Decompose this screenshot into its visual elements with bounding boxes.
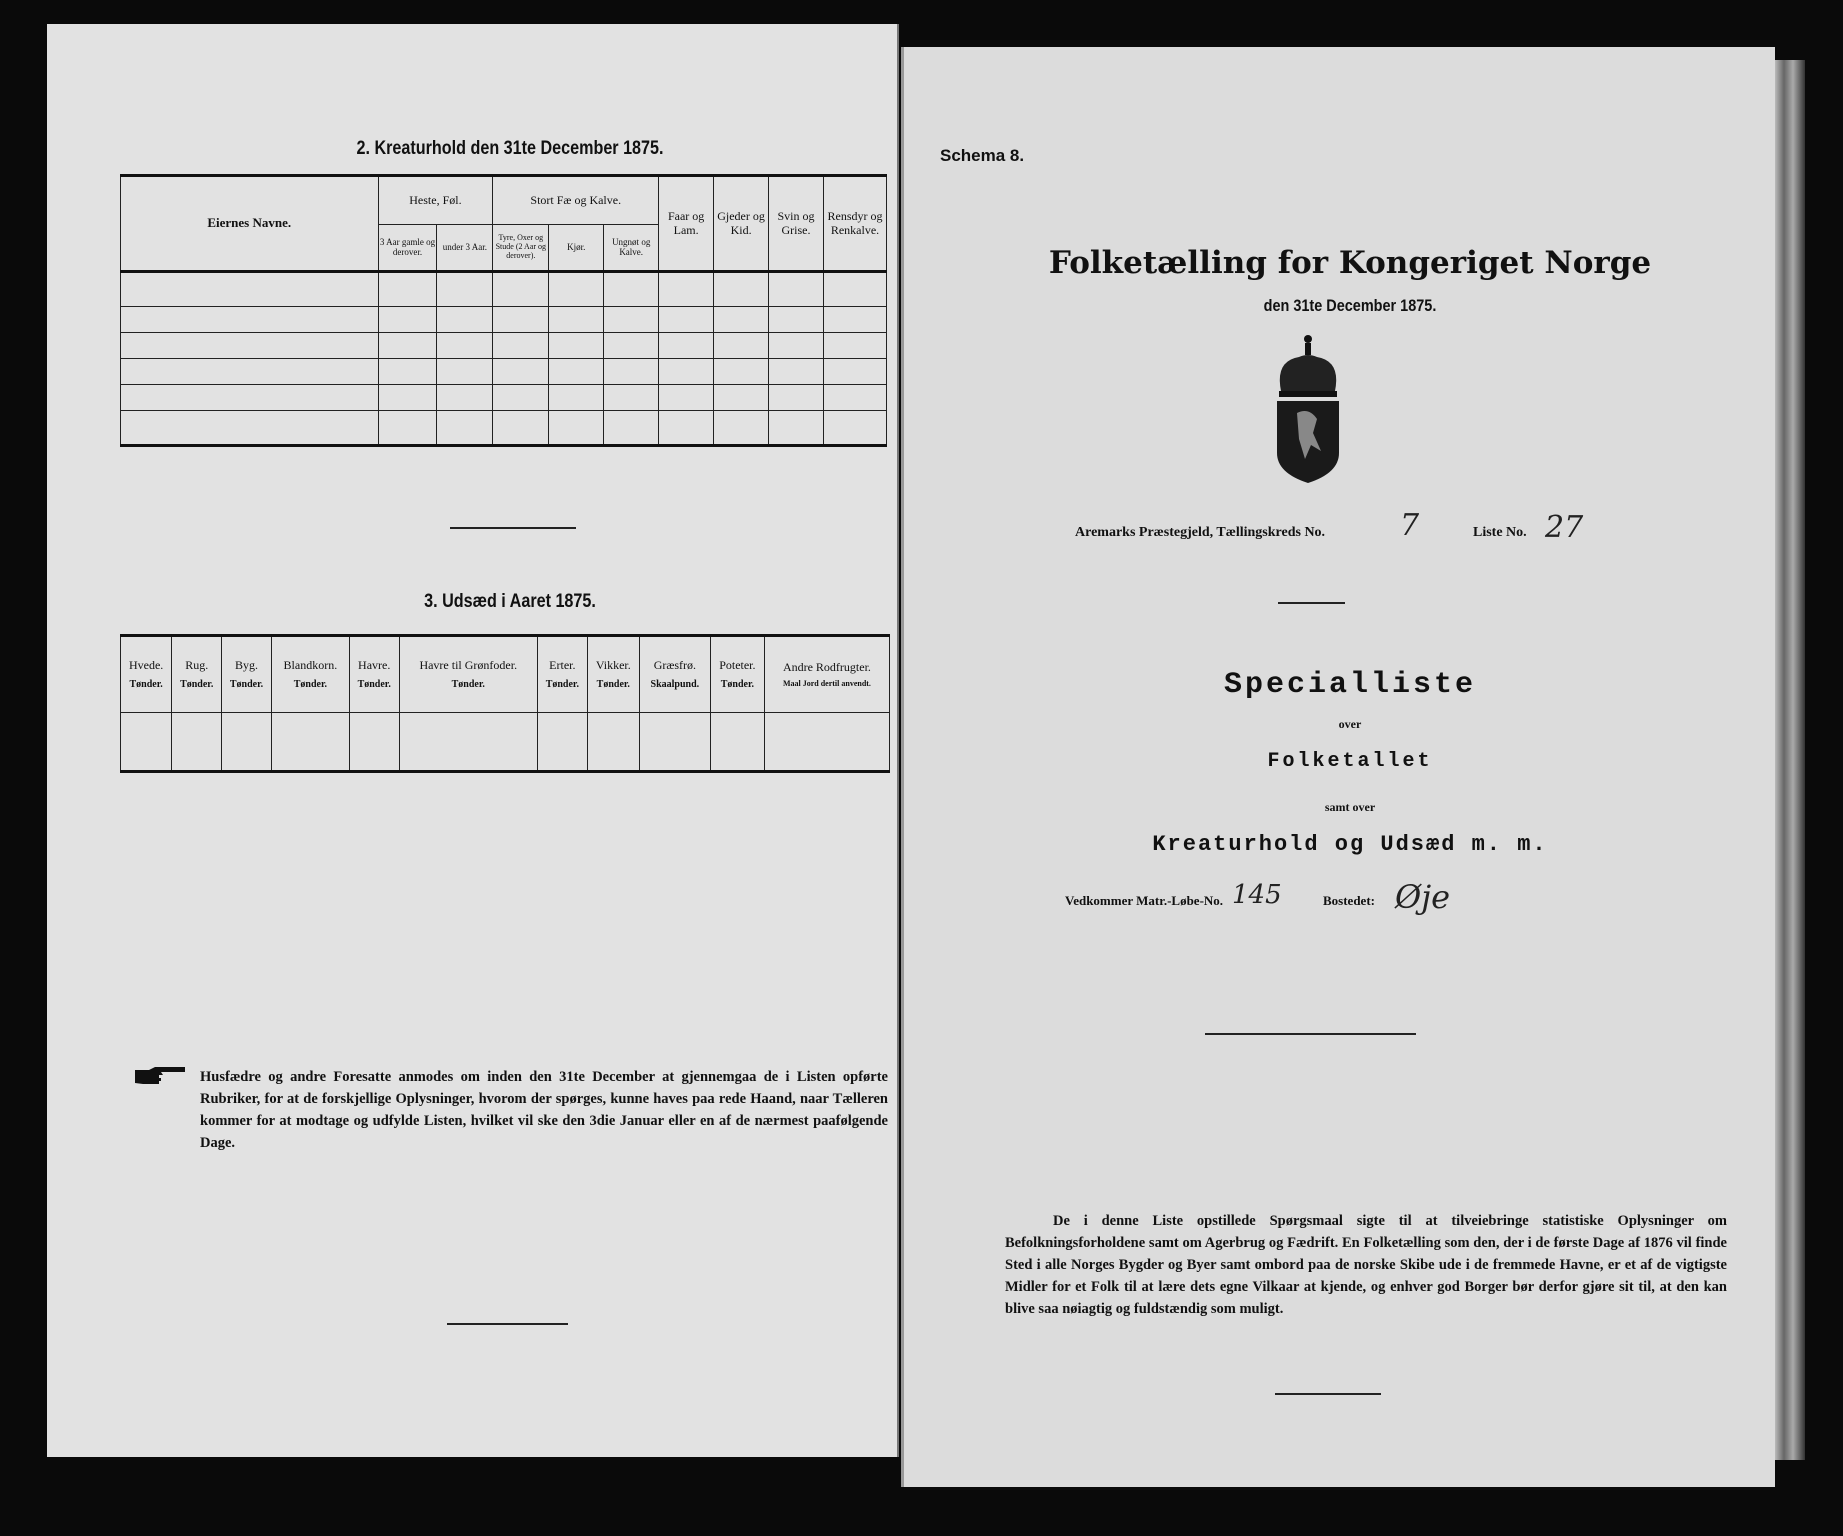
seed-cell bbox=[349, 713, 399, 772]
table-row bbox=[121, 306, 887, 332]
list-label: Liste No. bbox=[1473, 525, 1527, 540]
district-number: 7 bbox=[1400, 508, 1420, 543]
seed-crop-name: Poteter. bbox=[719, 658, 756, 673]
horses-header: Heste, Føl. bbox=[378, 176, 493, 225]
seed-unit: Tønder. bbox=[180, 678, 214, 690]
goats-header: Gjeder og Kid. bbox=[714, 176, 769, 272]
seed-crop-name: Hvede. bbox=[128, 658, 164, 673]
cattle-header: Stort Fæ og Kalve. bbox=[493, 176, 659, 225]
folketallet-heading: Folketallet bbox=[1267, 750, 1433, 773]
seed-unit: Tønder. bbox=[720, 678, 754, 690]
seed-unit: Tønder. bbox=[451, 678, 485, 690]
seed-column-header bbox=[271, 636, 349, 713]
seed-unit: Tønder. bbox=[229, 678, 264, 690]
seed-column-header bbox=[222, 636, 272, 713]
bulls-header: Tyre, Oxer og Stude (2 Aar og derover). bbox=[493, 225, 549, 272]
seed-crop-name: Havre. bbox=[358, 658, 391, 673]
census-title: Folketælling for Kongeriget Norge bbox=[1048, 245, 1652, 281]
seed-cell bbox=[639, 713, 710, 772]
seed-column-header bbox=[172, 636, 222, 713]
table-row bbox=[121, 385, 887, 411]
seed-column-header bbox=[349, 636, 399, 713]
divider bbox=[1278, 602, 1345, 604]
seed-column-header bbox=[639, 636, 710, 713]
owner-header: Eiernes Navne. bbox=[121, 176, 379, 272]
census-date: den 31te December 1875. bbox=[1263, 296, 1437, 315]
seed-cell bbox=[271, 713, 349, 772]
seed-column-header bbox=[399, 636, 537, 713]
seed-cell bbox=[764, 713, 889, 772]
pigs-header: Svin og Grise. bbox=[769, 176, 824, 272]
seed-crop-name: Havre til Grønfoder. bbox=[419, 658, 518, 673]
specialliste-heading: Specialliste bbox=[1223, 668, 1477, 702]
list-number: 27 bbox=[1545, 510, 1584, 545]
seed-unit: Tønder. bbox=[293, 678, 327, 690]
seed-unit: Tønder. bbox=[129, 678, 163, 690]
seed-cell bbox=[172, 713, 222, 772]
seed-column-header bbox=[764, 636, 889, 713]
seed-unit: Skaalpund. bbox=[650, 678, 700, 690]
seed-crop-name: Andre Rodfrugter. bbox=[782, 659, 871, 674]
horses-under3-header: under 3 Aar. bbox=[437, 225, 493, 272]
info-paragraph: De i denne Liste opstillede Spørgsmaal sigte til at tilveiebringe statistiske Oplysninger om Befolkningsforholdene samt om Agerbrug og Fædrift. En Folketælling som den, der i de første Dage af 1876 vil finde Sted i alle Norges Bygder og Byer samt ombord paa de norske Skibe ude i de fremmede Havne, er et af de vigtigste Midler for et Folk til at lære dets egne Vilkaar at kjende, og enhver god Borger bør derfor gjøre sit til, at den kan blive saa nøiagtig og fuldstændig som muligt. bbox=[1005, 1213, 1727, 1317]
seed-crop-name: Vikker. bbox=[595, 658, 631, 673]
table-row bbox=[121, 332, 887, 358]
seed-crop-name: Byg. bbox=[235, 658, 259, 673]
seed-crop-name: Erter. bbox=[549, 658, 576, 673]
seed-cell bbox=[399, 713, 537, 772]
schema-label: Schema 8. bbox=[940, 146, 1025, 165]
seed-column-header bbox=[537, 636, 587, 713]
reindeer-header: Rensdyr og Renkalve. bbox=[823, 176, 886, 272]
seed-cell bbox=[710, 713, 764, 772]
samt-over-label: samt over bbox=[1324, 800, 1376, 814]
kreaturhold-heading: Kreaturhold og Udsæd m. m. bbox=[1152, 832, 1548, 857]
table-row bbox=[121, 411, 887, 446]
pointing-hand-icon bbox=[135, 1067, 187, 1085]
notice-text: Husfædre og andre Foresatte anmodes om inden den 31te December at gjennemgaa de i Listen opførte Rubriker, for at de forskjellige Oplysninger, hvorom der spørges, kunne haves paa rede Haand, naar Tælleren kommer for at modtage og udfylde Listen, hvilket vil ske den 3die Januar eller en af de nærmest paafølgende Dage. bbox=[200, 1069, 888, 1151]
divider bbox=[447, 1323, 568, 1325]
seed-cell bbox=[222, 713, 272, 772]
section3-title: 3. Udsæd i Aaret 1875. bbox=[424, 591, 596, 612]
over-label: over bbox=[1338, 717, 1362, 731]
bosted-value: Øje bbox=[1395, 878, 1451, 916]
seed-crop-name: Græsfrø. bbox=[653, 658, 697, 673]
bosted-label: Bostedet: bbox=[1323, 893, 1375, 908]
seed-column-header bbox=[121, 636, 172, 713]
table-row bbox=[121, 358, 887, 384]
seed-column-header bbox=[710, 636, 764, 713]
seed-cell bbox=[121, 713, 172, 772]
divider bbox=[450, 527, 576, 529]
seed-unit: Maal Jord dertil anvendt. bbox=[782, 678, 871, 688]
seed-table bbox=[120, 634, 890, 773]
matr-label: Vedkommer Matr.-Løbe-No. bbox=[1065, 893, 1224, 908]
seed-unit: Tønder. bbox=[357, 678, 391, 690]
table-row bbox=[121, 272, 887, 307]
page-stack-edge bbox=[1775, 60, 1805, 1460]
seed-unit: Tønder. bbox=[596, 678, 630, 690]
divider bbox=[1275, 1393, 1381, 1395]
matr-number: 145 bbox=[1232, 880, 1282, 910]
cows-header: Kjør. bbox=[549, 225, 604, 272]
seed-cell bbox=[537, 713, 587, 772]
calves-header: Ungnøt og Kalve. bbox=[604, 225, 659, 272]
seed-unit: Tønder. bbox=[545, 678, 579, 690]
seed-cell bbox=[587, 713, 639, 772]
section2-title: 2. Kreaturhold den 31te December 1875. bbox=[356, 138, 664, 159]
livestock-table bbox=[120, 174, 887, 447]
horses-3yr-header: 3 Aar gamle og derover. bbox=[378, 225, 437, 272]
seed-column-header bbox=[587, 636, 639, 713]
table-row bbox=[121, 713, 890, 772]
seed-crop-name: Blandkorn. bbox=[283, 658, 338, 673]
divider bbox=[1205, 1033, 1416, 1035]
sheep-header: Faar og Lam. bbox=[659, 176, 714, 272]
coat-of-arms-icon bbox=[1275, 333, 1341, 483]
parish-label: Aremarks Præstegjeld, Tællingskreds No. bbox=[1075, 525, 1326, 540]
seed-crop-name: Rug. bbox=[185, 658, 209, 673]
